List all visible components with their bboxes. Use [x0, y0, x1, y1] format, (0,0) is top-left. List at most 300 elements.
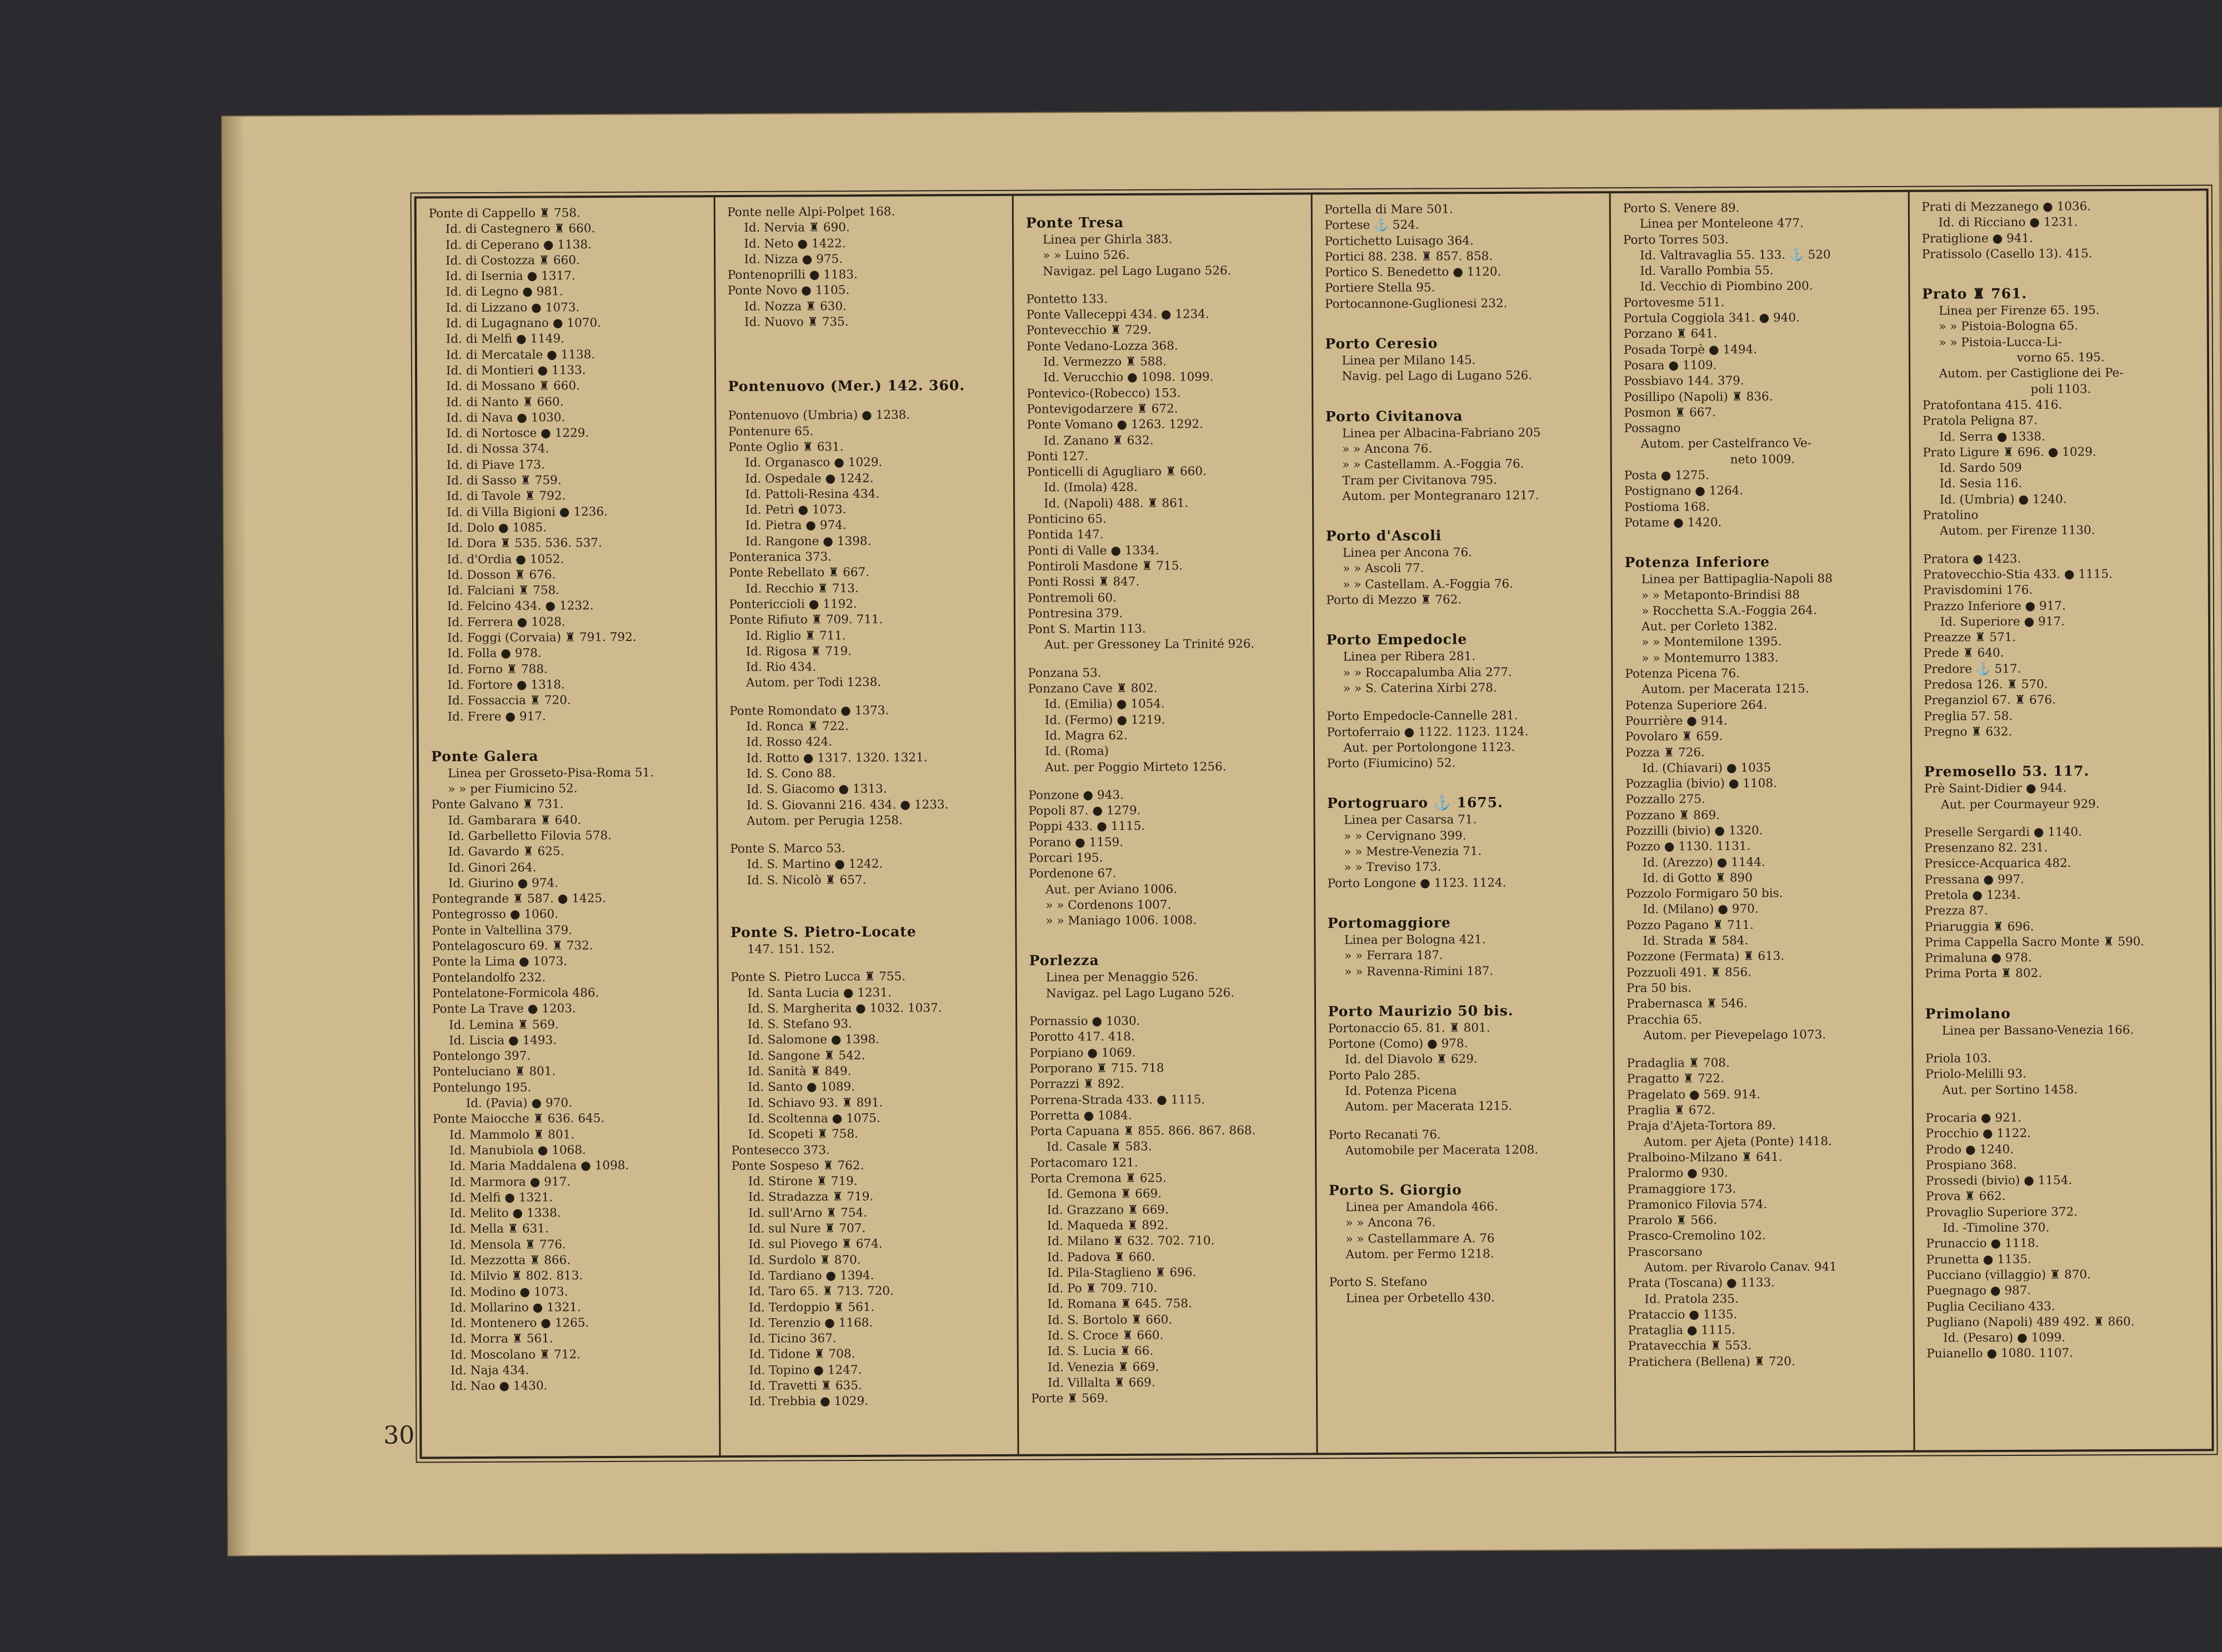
index-entry: Id. S. Bortolo ♜ 660.: [1047, 1313, 1173, 1328]
index-entry: Portone (Como) ● 978.: [1328, 1037, 1468, 1052]
index-entry: Posada Torpè ● 1494.: [1623, 342, 1758, 357]
index-entry: Pordenone 67.: [1028, 867, 1117, 881]
index-entry: Id. S. Nicolò ♜ 657.: [747, 873, 867, 888]
index-entry: Puianello ● 1080. 1107.: [1926, 1346, 2073, 1361]
index-entry: Id. Superiore ● 917.: [1940, 614, 2065, 629]
index-entry: Prova ♜ 662.: [1925, 1189, 2006, 1204]
index-entry: Id. Petrì ● 1073.: [745, 503, 847, 518]
index-entry: Aut. per Aviano 1006.: [1045, 882, 1178, 897]
index-heading: Porto Empedocle: [1326, 631, 1468, 648]
index-heading: Porto S. Giorgio: [1328, 1182, 1462, 1199]
index-entry: Ponteluciano ♜ 801.: [432, 1064, 556, 1079]
index-entry: Prarolo ♜ 566.: [1627, 1213, 1718, 1228]
index-entry: Aut. per Gressoney La Trinité 926.: [1044, 637, 1255, 652]
index-heading: Ponte S. Pietro-Locate: [730, 923, 917, 941]
index-entry: Ponte Vomano ● 1263. 1292.: [1027, 417, 1203, 432]
index-entry: Id. di Gotto ♜ 890: [1642, 870, 1753, 885]
index-entry: Pozzolo Formigaro 50 bis.: [1626, 886, 1783, 902]
spacer: [730, 900, 1008, 913]
index-entry: Portovesme 511.: [1623, 295, 1725, 310]
spacer: [1325, 384, 1603, 397]
index-entry: Id. (Umbria) ● 1240.: [1939, 492, 2067, 507]
index-entry: Id. di Melfi ● 1149.: [446, 332, 565, 347]
index-entry: Pontenure 65.: [728, 424, 814, 439]
index-entry: Prazzo Inferiore ● 917.: [1923, 599, 2066, 614]
index-entry: » » S. Caterina Xirbi 278.: [1343, 680, 1497, 696]
index-entry: Autom. per Macerata 1215.: [1642, 682, 1809, 697]
index-entry: Id. di Isernia ● 1317.: [446, 269, 575, 284]
index-entry: Pra 50 bis.: [1626, 981, 1692, 995]
index-entry: Pratofontana 415. 416.: [1922, 398, 2063, 413]
spacer: [1924, 739, 2201, 753]
index-entry: Prezza 87.: [1924, 904, 1988, 918]
index-entry: Ponzone ● 943.: [1028, 788, 1124, 803]
index-entry: Id. sull'Arno ♜ 754.: [748, 1205, 868, 1220]
spacer: [729, 690, 1007, 704]
index-entry: Id. Nuovo ♜ 735.: [744, 315, 849, 329]
index-entry: Pontresina 379.: [1027, 606, 1123, 621]
index-entry: » » Castellam. A.-Foggia 76.: [1343, 577, 1514, 592]
index-entry: Pratavecchia ♜ 553.: [1628, 1339, 1752, 1354]
index-entry: Id. Ronca ♜ 722.: [746, 719, 849, 734]
index-entry: Navig. pel Lago di Lugano 526.: [1342, 369, 1533, 384]
index-entry: Linea per Grosseto-Pisa-Roma 51.: [448, 765, 654, 781]
index-entry: Id. Nizza ● 975.: [744, 252, 843, 267]
index-entry: Poppi 433. ● 1115.: [1028, 819, 1145, 834]
index-entry: Tram per Civitanova 795.: [1342, 473, 1497, 488]
index-entry: Id. Mezzotta ♜ 866.: [449, 1253, 571, 1268]
index-entry: Id. Forno ♜ 788.: [447, 662, 548, 677]
index-heading: Porto Ceresio: [1325, 335, 1438, 352]
index-entry: » » Ascoli 77.: [1343, 562, 1424, 576]
index-entry: Id. (Milano) ● 970.: [1643, 902, 1759, 917]
index-entry: Id. di Nanto ♜ 660.: [446, 394, 564, 409]
spacer: [730, 828, 1007, 842]
index-entry: Id. Valtravaglia 55. 133. ⚓ 520: [1640, 248, 1831, 263]
index-entry: Linea per Menaggio 526.: [1045, 970, 1199, 985]
index-entry: Prataglia ● 1115.: [1628, 1323, 1735, 1338]
index-entry: Pozzallo 275.: [1625, 792, 1705, 807]
index-entry: Preazze ♜ 571.: [1923, 630, 2016, 645]
index-entry: Pratola Peligna 87.: [1922, 414, 2038, 428]
index-entry: Linea per Orbetello 430.: [1345, 1290, 1495, 1305]
index-entry: Pragelato ● 569. 914.: [1627, 1087, 1761, 1102]
index-entry: Id. Topino ● 1247.: [749, 1363, 862, 1378]
index-entry: Pravisdomini 176.: [1923, 583, 2033, 598]
index-entry: Portoferraio ● 1122. 1123. 1124.: [1327, 724, 1529, 739]
index-heading: Porlezza: [1029, 952, 1099, 969]
index-entry: Prè Saint-Didier ● 944.: [1924, 781, 2067, 796]
index-entry: Portella di Mare 501.: [1324, 202, 1453, 217]
index-entry: Portonaccio 65. 81. ♜ 801.: [1328, 1020, 1490, 1036]
index-entry: Autom. per Montegranaro 1217.: [1342, 488, 1539, 504]
index-entry: Pratichera (Bellena) ♜ 720.: [1628, 1354, 1795, 1369]
index-entry: Id. di Ricciano ● 1231.: [1938, 215, 2078, 230]
index-entry: Id. Moscolano ♜ 712.: [450, 1347, 580, 1363]
index-entry: vorno 65. 195.: [2016, 351, 2105, 365]
index-entry: Portichetto Luisago 364.: [1324, 233, 1474, 248]
spacer: [1325, 311, 1602, 324]
index-entry: Porto Palo 285.: [1328, 1068, 1421, 1083]
index-entry: Id. Pietra ● 974.: [745, 518, 847, 533]
index-entry: Id. Marmora ● 917.: [449, 1174, 571, 1189]
spacer: [1029, 1001, 1307, 1014]
index-entry: Porto Empedocle-Cannelle 281.: [1327, 709, 1518, 724]
index-entry: Prabernasca ♜ 546.: [1626, 997, 1748, 1012]
index-entry: Id. Taro 65. ♜ 713. 720.: [748, 1284, 894, 1299]
index-entry: Id. Magra 62.: [1044, 728, 1128, 743]
index-entry: Porto S. Venere 89.: [1623, 201, 1740, 216]
index-entry: Autom. per Todi 1238.: [745, 675, 882, 690]
index-entry: Id. Rio 434.: [745, 660, 817, 675]
index-entry: Id. Pattoli-Resina 434.: [745, 487, 880, 502]
index-entry: Prunetta ● 1135.: [1926, 1252, 2031, 1267]
index-entry: Autom. per Firenze 1130.: [1939, 523, 2095, 538]
index-entry: Id. Fortore ● 1318.: [447, 678, 565, 693]
index-entry: Prata (Toscana) ● 1133.: [1628, 1276, 1775, 1291]
index-entry: Porcari 195.: [1028, 851, 1103, 865]
index-entry: Posara ● 1109.: [1623, 358, 1717, 373]
index-entry: Pontericcioli ● 1192.: [729, 597, 857, 612]
index-entry: Id. Milvio ♜ 802. 813.: [450, 1269, 583, 1284]
index-entry: Id. Montenero ● 1265.: [450, 1316, 589, 1331]
index-entry: Id. Recchio ♜ 713.: [745, 581, 859, 596]
index-entry: Id. Manubiola ● 1068.: [449, 1143, 586, 1158]
index-entry: Porretta ● 1084.: [1029, 1108, 1132, 1123]
index-heading: Potenza Inferiore: [1624, 554, 1770, 571]
index-entry: Prede ♜ 640.: [1923, 646, 2004, 661]
index-entry: » » Maniago 1006. 1008.: [1045, 913, 1197, 928]
page-number: 30: [383, 1421, 415, 1450]
index-entry: Id. Strada ♜ 584.: [1643, 934, 1749, 948]
index-entry: Potenza Picena 76.: [1625, 667, 1740, 682]
index-entry: Pontenoprilli ● 1183.: [727, 268, 858, 283]
index-entry: Priaruggia ♜ 696.: [1924, 919, 2034, 934]
index-entry: Linea per Bassano-Venezia 166.: [1941, 1023, 2134, 1038]
index-entry: Ponte Maiocche ♜ 636. 645.: [432, 1112, 605, 1127]
index-entry: Id. Maqueda ♜ 892.: [1047, 1218, 1169, 1233]
index-entry: Preselle Sergardi ● 1140.: [1924, 825, 2082, 840]
index-entry: Pragatto ♜ 722.: [1627, 1072, 1724, 1087]
index-entry: Id. (Pavia) ● 970.: [466, 1096, 572, 1111]
index-entry: Portico S. Benedetto ● 1120.: [1324, 265, 1502, 280]
index-entry: » » Cordenons 1007.: [1045, 898, 1172, 913]
index-entry: Linea per Casarsa 71.: [1343, 813, 1477, 828]
index-entry: Id. di Sasso ♜ 759.: [446, 473, 562, 488]
index-entry: Aut. per Corleto 1382.: [1641, 619, 1778, 634]
index-entry: Ponte S. Pietro Lucca ♜ 755.: [730, 969, 906, 985]
index-heading: Porto Maurizio 50 bis.: [1328, 1002, 1514, 1020]
index-entry: Id. Villalta ♜ 669.: [1047, 1375, 1155, 1390]
index-entry: Id. Rigosa ♜ 719.: [745, 644, 852, 659]
index-entry: Id. Varallo Pombia 55.: [1640, 264, 1774, 279]
index-entry: Id. Gavardo ♜ 625.: [448, 844, 564, 859]
index-entry: Id. Gemona ♜ 669.: [1047, 1187, 1162, 1202]
index-entry: Pontremoli 60.: [1027, 590, 1117, 605]
index-entry: Pontenuovo (Umbria) ● 1238.: [728, 408, 910, 423]
index-entry: Id. di Nortosce ● 1229.: [446, 426, 589, 441]
index-entry: Id. di Lugagnano ● 1070.: [446, 316, 601, 331]
index-entry: Presenzano 82. 231.: [1924, 840, 2048, 855]
index-entry: Porzano ♜ 641.: [1623, 327, 1718, 342]
index-entry: Autom. per Fermo 1218.: [1345, 1247, 1494, 1262]
index-entry: Id. Salomone ● 1398.: [747, 1033, 879, 1048]
index-entry: Ponti Rossi ♜ 847.: [1027, 575, 1140, 589]
index-entry: Possbiavo 144. 379.: [1624, 374, 1744, 389]
spacer: [1028, 774, 1305, 788]
index-entry: Id. Sanità ♜ 849.: [747, 1064, 852, 1079]
index-entry: Aut. per Portolongone 1123.: [1343, 740, 1515, 755]
index-entry: Predosa 126. ♜ 570.: [1923, 677, 2048, 692]
index-entry: Pratissolo (Casello 13). 415.: [1921, 247, 2093, 262]
index-entry: Id. Padova ♜ 660.: [1047, 1250, 1155, 1265]
index-entry: Ponte nelle Alpi-Polpet 168.: [727, 204, 895, 220]
index-entry: Porrazzi ♜ 892.: [1029, 1077, 1124, 1092]
spacer: [1029, 928, 1306, 942]
index-entry: Id. Maria Maddalena ● 1098.: [449, 1159, 629, 1174]
index-entry: Pratovecchio-Stia 433. ● 1115.: [1923, 567, 2113, 582]
spacer: [730, 957, 1008, 970]
spacer: [1326, 608, 1603, 621]
index-entry: Id. Scoltenna ● 1075.: [748, 1111, 880, 1126]
index-entry: Id. Rotto ● 1317. 1320. 1321.: [746, 750, 928, 765]
spacer: [1627, 1043, 1904, 1056]
index-entry: » » per Fiumicino 52.: [448, 782, 578, 797]
index-entry: Id. Tidone ♜ 708.: [749, 1347, 855, 1362]
index-entry: Id. Milano ♜ 632. 702. 710.: [1047, 1234, 1215, 1249]
index-entry: Posmon ♜ 667.: [1624, 406, 1716, 420]
index-entry: Porto (Fiumicino) 52.: [1327, 756, 1456, 771]
index-entry: Id. (Chiavari) ● 1035: [1642, 760, 1771, 775]
index-entry: Pontelatone-Formicola 486.: [432, 986, 599, 1001]
index-entry: Id. Rosso 424.: [746, 735, 833, 750]
index-entry: Ponte Oglio ♜ 631.: [728, 440, 844, 454]
index-entry: Possagno: [1624, 421, 1681, 436]
index-entry: » » Cervignano 399.: [1344, 828, 1467, 843]
index-entry: Id. Rangone ● 1398.: [745, 534, 872, 549]
index-entry: Puegnago ● 987.: [1926, 1284, 2031, 1298]
index-entry: Posillipo (Napoli) ♜ 836.: [1624, 389, 1773, 404]
index-entry: Id. Serra ● 1338.: [1939, 429, 2045, 444]
index-entry: Ponte Vedano-Lozza 368.: [1026, 339, 1178, 354]
page-frame: [414, 188, 2214, 1459]
index-entry: Pontelongo 397.: [432, 1049, 531, 1064]
index-entry: Id. (Pesaro) ● 1099.: [1943, 1330, 2066, 1345]
index-entry: Linea per Ghirla 383.: [1042, 232, 1173, 247]
index-entry: Id. Mensola ♜ 776.: [449, 1238, 566, 1252]
index-entry: Autom. per Pievepelago 1073.: [1643, 1028, 1826, 1043]
index-entry: Ponti di Valle ● 1334.: [1027, 543, 1159, 558]
index-entry: Id. Mollarino ● 1321.: [450, 1300, 581, 1315]
index-entry: Porporano ♜ 715. 718: [1029, 1061, 1164, 1076]
spacer: [728, 354, 1005, 367]
index-entry: » » Luino 526.: [1043, 248, 1130, 263]
index-entry: Id. Santa Lucia ● 1231.: [747, 985, 892, 1000]
spacer: [730, 888, 1008, 901]
index-entry: Aut. per Poggio Mirteto 1256.: [1045, 759, 1227, 775]
index-entry: Id. Santo ● 1089.: [748, 1080, 855, 1095]
index-entry: » » Castellammare A. 76: [1345, 1231, 1495, 1246]
index-entry: Ponte La Trave ● 1203.: [432, 1002, 576, 1017]
index-entry: Id. Sesia 116.: [1939, 477, 2023, 491]
index-entry: Id. di Montieri ● 1133.: [446, 363, 586, 378]
index-entry: Porrena-Strada 433. ● 1115.: [1029, 1092, 1205, 1108]
index-entry: Id. Grazzano ♜ 669.: [1047, 1203, 1169, 1218]
index-entry: Preglia 57. 58.: [1924, 709, 2013, 724]
index-entry: Predore ⚓ 517.: [1923, 662, 2021, 677]
index-entry: Ponti 127.: [1027, 449, 1089, 464]
spacer: [1923, 538, 2200, 552]
index-entry: Pralboino-Milzano ♜ 641.: [1627, 1150, 1783, 1165]
index-entry: » Rocchetta S.A.-Foggia 264.: [1641, 603, 1817, 618]
index-entry: Id. (Napoli) 488. ♜ 861.: [1043, 496, 1189, 511]
index-entry: » » Castellamm. A.-Foggia 76.: [1342, 457, 1524, 472]
index-entry: Pontegrande ♜ 587. ● 1425.: [432, 892, 606, 907]
index-entry: Id. Frere ● 917.: [447, 709, 546, 724]
index-entry: Ponte Rifiuto ♜ 709. 711.: [729, 613, 883, 628]
index-entry: Portocannone-Guglionesi 232.: [1324, 296, 1508, 312]
index-entry: Prossedi (bivio) ● 1154.: [1925, 1173, 2073, 1188]
index-entry: Id. Melito ● 1338.: [449, 1206, 561, 1221]
index-entry: Ponticelli di Agugliaro ♜ 660.: [1027, 464, 1207, 479]
spacer: [1327, 771, 1604, 784]
index-entry: Id. Melfi ● 1321.: [449, 1190, 553, 1205]
index-entry: Potenza Superiore 264.: [1625, 698, 1768, 713]
index-entry: Autom. per Castelfranco Ve-: [1640, 436, 1812, 452]
index-entry: Prati di Mezzanego ● 1036.: [1921, 199, 2091, 214]
index-entry: Pozzo ● 1130. 1131.: [1625, 839, 1751, 854]
index-entry: Ponzano Cave ♜ 802.: [1028, 681, 1158, 696]
index-entry: Porta Cremona ♜ 625.: [1030, 1171, 1167, 1186]
index-entry: Linea per Bologna 421.: [1344, 932, 1486, 948]
index-entry: Pontevico-(Robecco) 153.: [1027, 386, 1181, 401]
index-entry: Pozzone (Fermata) ♜ 613.: [1626, 949, 1785, 964]
index-entry: Ponte Sospeso ♜ 762.: [731, 1158, 864, 1173]
index-heading: Premosello 53. 117.: [1924, 763, 2090, 780]
index-entry: » » Metaponto-Brindisi 88: [1641, 588, 1800, 603]
index-entry: Id. Vecchio di Piombino 200.: [1640, 279, 1813, 294]
index-entry: » » Pistoia-Bologna 65.: [1939, 319, 2079, 334]
index-entry: Id. Romana ♜ 645. 758.: [1047, 1296, 1192, 1311]
index-entry: Id. Nervia ♜ 690.: [744, 221, 850, 236]
index-heading: Prato ♜ 761.: [1921, 286, 2028, 302]
index-entry: Id. Dosson ♜ 676.: [447, 568, 556, 583]
index-entry: Pressana ● 997.: [1924, 872, 2024, 887]
index-entry: Id. S. Lucia ♜ 66.: [1047, 1344, 1154, 1359]
index-entry: Pozzano ♜ 869.: [1625, 808, 1720, 823]
index-entry: Id. Sardo 509: [1939, 461, 2022, 475]
index-entry: Id. Falciani ♜ 758.: [447, 583, 560, 598]
index-entry: Autom. per Castiglione dei Pe-: [1939, 366, 2124, 381]
index-entry: Ponte in Valtellina 379.: [432, 923, 573, 938]
index-entry: Autom. per Ajeta (Ponte) 1418.: [1644, 1134, 1832, 1149]
spacer: [1329, 1262, 1607, 1275]
index-entry: Pontevigodarzere ♜ 672.: [1027, 402, 1178, 417]
spacer: [1028, 652, 1305, 665]
index-entry: Id. Zanano ♜ 632.: [1043, 433, 1154, 448]
index-heading: Ponte Galera: [431, 748, 539, 765]
index-entry: Linea per Amandola 466.: [1345, 1200, 1498, 1215]
index-entry: Pugliano (Napoli) 489 492. ♜ 860.: [1926, 1314, 2135, 1330]
index-entry: Procaria ● 921.: [1925, 1110, 2022, 1125]
index-entry: Prasco-Cremolino 102.: [1627, 1229, 1766, 1244]
index-entry: Id. di Costozza ♜ 660.: [446, 253, 580, 268]
index-entry: Ponte Rebellato ♜ 667.: [729, 565, 870, 580]
index-entry: Presicce-Acquarica 482.: [1924, 856, 2071, 872]
index-entry: Id. Felcino 434. ● 1232.: [447, 599, 594, 614]
index-entry: Porte ♜ 569.: [1031, 1391, 1109, 1406]
spacer: [1922, 262, 2199, 275]
spacer: [431, 724, 708, 737]
index-entry: Id. Ferrera ● 1028.: [447, 615, 565, 629]
index-entry: Id. Vermezzo ♜ 588.: [1043, 354, 1167, 369]
index-entry: Id. (Imola) 428.: [1043, 480, 1138, 495]
index-entry: Id. S. Croce ♜ 660.: [1047, 1328, 1164, 1343]
spacer: [1327, 695, 1604, 709]
index-entry: Ponteranica 373.: [728, 550, 832, 565]
index-entry: Porto S. Stefano: [1329, 1275, 1428, 1290]
index-entry: Pozzilli (bivio) ● 1320.: [1625, 823, 1763, 838]
index-columns: [417, 191, 2212, 1456]
index-entry: » » Mestre-Venezia 71.: [1344, 844, 1482, 859]
index-entry: Id. Folla ● 978.: [447, 646, 542, 661]
index-entry: Pontesecco 373.: [731, 1143, 830, 1158]
index-entry: Pontiroli Masdone ♜ 715.: [1027, 559, 1183, 574]
index-heading: Porto Civitanova: [1325, 407, 1463, 425]
index-entry: Id. di Mercatale ● 1138.: [446, 347, 595, 362]
index-entry: Id. (Fermo) ● 1219.: [1044, 713, 1165, 728]
index-entry: Linea per Ribera 281.: [1343, 649, 1476, 664]
index-entry: Id. S. Martino ● 1242.: [747, 857, 883, 872]
index-entry: Id. Trebbia ● 1029.: [749, 1394, 869, 1409]
index-heading: Ponte Tresa: [1025, 214, 1124, 231]
index-entry: Id. Giurino ● 974.: [448, 876, 559, 891]
index-entry: Id. Dolo ● 1085.: [447, 520, 547, 535]
spacer: [1925, 1097, 2203, 1110]
index-entry: Id. del Diavolo ♜ 629.: [1344, 1052, 1478, 1067]
index-entry: Id. Fossaccia ♜ 720.: [447, 693, 571, 708]
index-entry: Autom. per Perugia 1258.: [746, 813, 903, 828]
index-entry: Prascorsano: [1627, 1245, 1703, 1259]
spacer: [1925, 981, 2202, 994]
book-page: [222, 108, 2222, 1555]
spacer: [728, 395, 1005, 408]
index-entry: Id. S. Cono 88.: [746, 767, 836, 781]
index-entry: Id. Ticino 367.: [749, 1331, 837, 1346]
index-heading: Porto d'Ascoli: [1325, 527, 1442, 544]
index-entry: Ponte Galvano ♜ 731.: [431, 797, 564, 812]
index-entry: Id. S. Giovanni 216. 434. ● 1233.: [746, 797, 949, 813]
index-entry: Id. Travetti ♜ 635.: [749, 1378, 862, 1393]
index-entry: Linea per Ancona 76.: [1342, 545, 1473, 560]
index-entry: Id. di Nossa 374.: [446, 442, 549, 457]
index-entry: Linea per Monteleone 477.: [1639, 216, 1804, 232]
index-entry: Provaglio Superiore 372.: [1926, 1205, 2078, 1220]
index-entry: Porto Recanati 76.: [1328, 1128, 1441, 1142]
index-entry: Postioma 168.: [1624, 499, 1710, 514]
index-entry: » » Ancona 76.: [1345, 1215, 1436, 1230]
index-entry: » » Ravenna-Rimini 187.: [1344, 964, 1494, 979]
index-entry: Potame ● 1420.: [1624, 515, 1722, 530]
index-entry: Pramaggiore 173.: [1627, 1182, 1736, 1197]
index-entry: Pratolino: [1923, 508, 1979, 523]
index-entry: Id. sul Nure ♜ 707.: [748, 1221, 866, 1236]
spacer: [1026, 278, 1303, 292]
spacer: [1326, 503, 1603, 517]
index-entry: Id. Gambarara ♜ 640.: [448, 813, 582, 828]
index-entry: Pralormo ● 930.: [1627, 1166, 1728, 1181]
index-entry: Id. Neto ● 1422.: [744, 236, 846, 251]
